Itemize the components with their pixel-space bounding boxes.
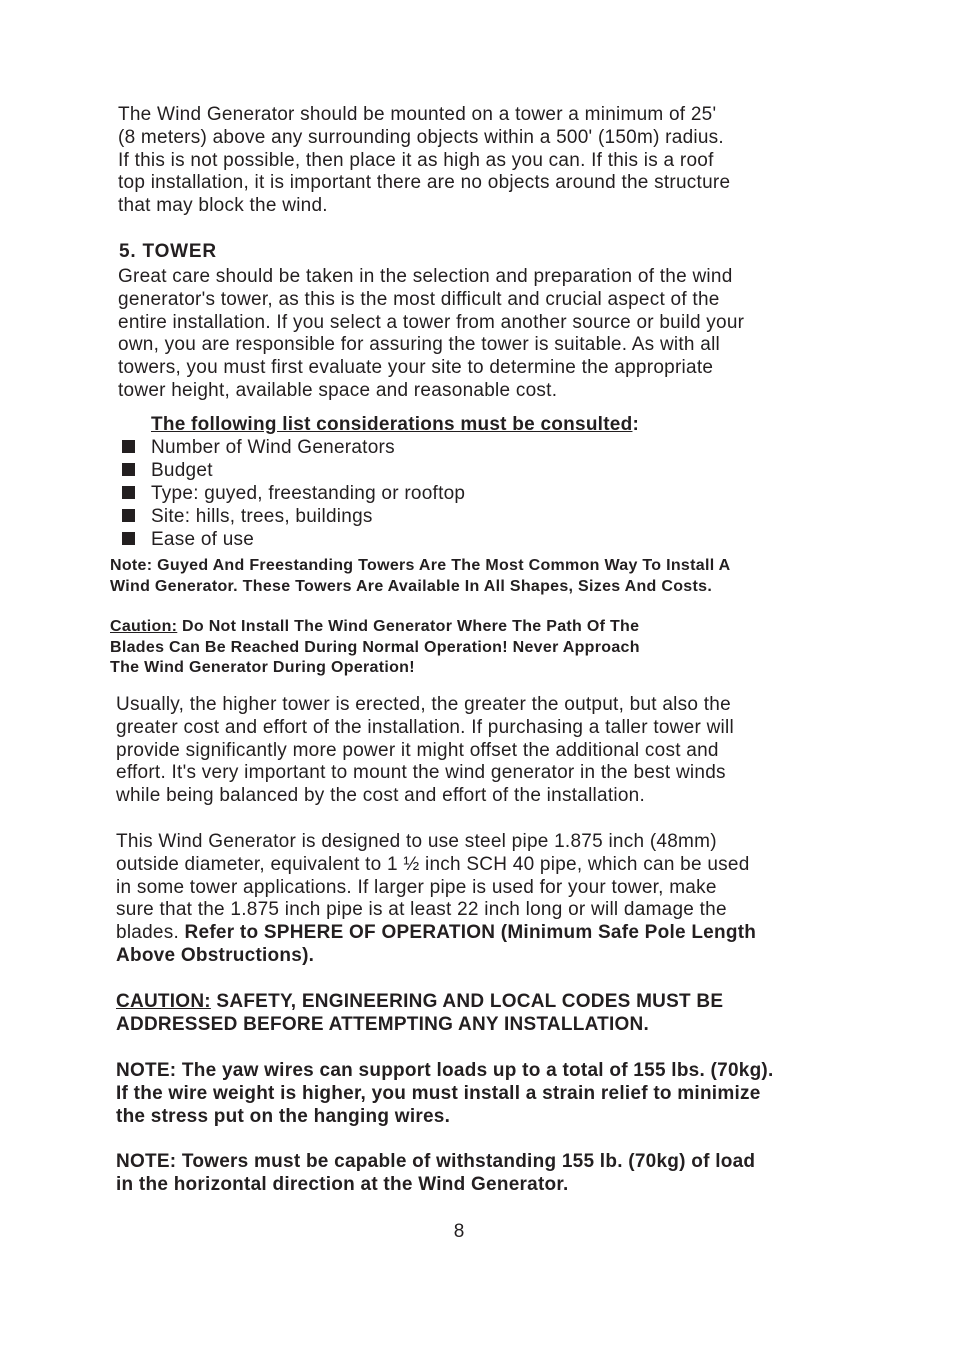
pipe-line: in some tower applications. If larger pipe is used for your tower, make (116, 876, 717, 898)
list-item-label: Site: hills, trees, buildings (151, 506, 373, 527)
list-item (119, 528, 465, 551)
caution-blades-text: Do Not Install The Wind Generator Where The Path Of The (177, 618, 640, 635)
note-towers-line: Wind Generator. These Towers Are Available In All Shapes, Sizes And Costs. (110, 577, 713, 595)
bullet-square-icon (122, 486, 135, 499)
list-item (119, 505, 465, 528)
intro-line: (8 meters) above any surrounding objects within a 500' (150m) radius. (118, 126, 724, 148)
list-item-label: Type: guyed, freestanding or rooftop (151, 483, 466, 504)
sphere-reference-cont: Above Obstructions). (116, 944, 315, 966)
caution-codes-label: CAUTION: (116, 991, 211, 1012)
note-yaw (116, 1060, 774, 1128)
caution-label: Caution: (110, 618, 178, 635)
intro-line: If this is not possible, then place it as high as you can. If this is a roof (118, 149, 714, 171)
caution-codes-line (116, 991, 723, 1014)
note-yaw-line: NOTE: The yaw wires can support loads up to a total of 155 lbs. (70kg). (116, 1060, 774, 1081)
intro-line: that may block the wind. (118, 195, 328, 217)
height-line: while being balanced by the cost and effort of the installation. (116, 785, 645, 807)
considerations-title-text: The following list considerations must be consulted (151, 414, 633, 435)
bullet-square-icon (122, 532, 135, 545)
intro-paragraph (118, 104, 730, 218)
height-paragraph (116, 694, 734, 808)
bullet-square-icon (122, 509, 135, 522)
intro-line: top installation, it is important there are no objects around the structure (118, 172, 731, 194)
pipe-line: This Wind Generator is designed to use steel pipe 1.875 inch (48mm) (116, 831, 717, 852)
height-line: provide significantly more power it might offset the additional cost and (116, 739, 719, 761)
note-yaw-line: If the wire weight is higher, you must install a strain relief to minimize (116, 1082, 761, 1104)
pipe-line: sure that the 1.875 inch pipe is at least 22 inch long or will damage the (116, 899, 727, 921)
considerations-title (151, 413, 639, 436)
tower-line: Great care should be taken in the selection and preparation of the wind (118, 266, 733, 287)
caution-codes (116, 991, 723, 1037)
list-item-label: Ease of use (151, 529, 255, 550)
list-item (119, 436, 465, 459)
bullet-square-icon (122, 463, 135, 476)
tower-line: towers, you must first evaluate your site to determine the appropriate (118, 357, 714, 379)
tower-paragraph (118, 266, 744, 403)
tower-line: own, you are responsible for assuring the tower is suitable. As with all (118, 334, 721, 356)
bullet-square-icon (122, 440, 135, 453)
note-towers-line: Note: Guyed And Freestanding Towers Are The Most Common Way To Install A (110, 557, 731, 574)
height-line: Usually, the higher tower is erected, the greater the output, but also the (116, 694, 731, 715)
height-line: greater cost and effort of the installation. If purchasing a taller tower will (116, 716, 734, 738)
considerations-list (119, 436, 465, 551)
page-number: 8 (453, 1221, 465, 1242)
intro-line: The Wind Generator should be mounted on a tower a minimum of 25' (118, 104, 717, 125)
tower-line: entire installation. If you select a tower from another source or build your (118, 311, 745, 333)
list-item-label: Number of Wind Generators (151, 437, 395, 458)
list-item (119, 482, 465, 505)
list-item-label: Budget (151, 460, 213, 481)
note-towers (110, 556, 730, 597)
caution-blades-line: Blades Can Be Reached During Normal Operation! Never Approach (110, 638, 640, 656)
caution-blades (110, 617, 640, 679)
tower-line: generator's tower, as this is the most difficult and crucial aspect of the (118, 288, 720, 310)
tower-line: tower height, available space and reasonable cost. (118, 379, 558, 401)
sphere-reference: Refer to SPHERE OF OPERATION (Minimum Safe Pole Length (184, 922, 757, 944)
pipe-line-start: blades. (116, 922, 185, 944)
note-load-line: NOTE: Towers must be capable of withstanding 155 lb. (70kg) of load (116, 1151, 756, 1172)
considerations-title-colon: : (632, 414, 640, 435)
height-line: effort. It's very important to mount the wind generator in the best winds (116, 762, 726, 784)
caution-codes-text: SAFETY, ENGINEERING AND LOCAL CODES MUST BE (210, 991, 724, 1012)
pipe-paragraph (116, 831, 756, 968)
list-item (119, 459, 465, 482)
section-heading: 5. TOWER (119, 241, 217, 262)
caution-blades-line (110, 617, 640, 638)
note-load (116, 1151, 755, 1197)
note-yaw-line: the stress put on the hanging wires. (116, 1105, 451, 1127)
caution-codes-line: ADDRESSED BEFORE ATTEMPTING ANY INSTALLATION. (116, 1013, 650, 1035)
pipe-line (116, 922, 756, 945)
note-load-line: in the horizontal direction at the Wind Generator. (116, 1173, 569, 1195)
caution-blades-line: The Wind Generator During Operation! (110, 659, 415, 676)
pipe-line: outside diameter, equivalent to 1 ½ inch SCH 40 pipe, which can be used (116, 853, 750, 875)
